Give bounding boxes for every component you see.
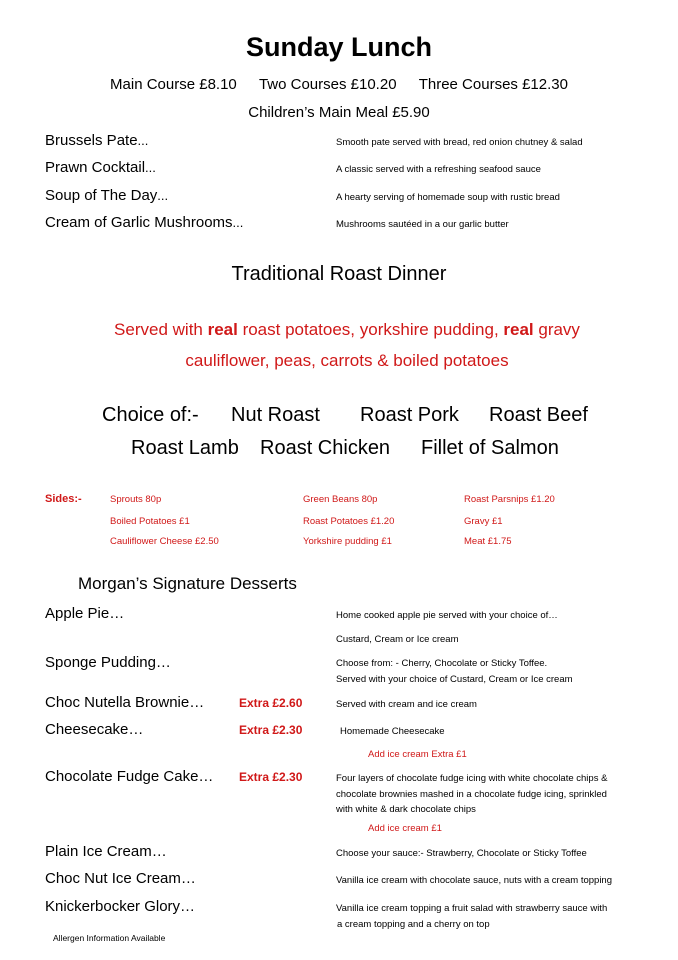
desserts-heading: Morgan’s Signature Desserts — [78, 574, 297, 593]
dessert-item: Apple Pie… — [45, 605, 125, 622]
dessert-desc: with white & dark chocolate chips — [336, 804, 476, 815]
side-item: Yorkshire pudding £1 — [303, 536, 392, 547]
side-item: Roast Parsnips £1.20 — [464, 494, 555, 505]
starter-item: Cream of Garlic Mushrooms... — [45, 214, 244, 231]
dessert-extra-price: Extra £2.30 — [239, 723, 303, 737]
starter-item: Soup of The Day... — [45, 187, 169, 204]
dessert-desc: Home cooked apple pie served with your choice of… — [336, 610, 558, 621]
roast-served-line-2: cauliflower, peas, carrots & boiled potatoes — [185, 351, 509, 370]
dessert-desc: Choose your sauce:- Strawberry, Chocolate or Sticky Toffee — [336, 848, 587, 859]
dessert-item: Plain Ice Cream… — [45, 843, 167, 860]
dessert-addon: Add ice cream Extra £1 — [368, 749, 467, 760]
dessert-item: Cheesecake… — [45, 721, 144, 738]
dessert-item: Choc Nutella Brownie… — [45, 694, 205, 711]
price-children: Children’s Main Meal £5.90 — [248, 104, 430, 121]
dessert-desc: Served with cream and ice cream — [336, 699, 477, 710]
dessert-desc: Vanilla ice cream with chocolate sauce, nuts with a cream topping — [336, 875, 612, 886]
dessert-item: Sponge Pudding… — [45, 654, 171, 671]
choice-nut-roast: Nut Roast — [231, 404, 320, 426]
starter-item: Brussels Pate... — [45, 132, 149, 149]
side-item: Gravy £1 — [464, 516, 503, 527]
starter-desc: Mushrooms sautéed in a our garlic butter — [336, 219, 509, 230]
starter-desc: A hearty serving of homemade soup with rustic bread — [336, 192, 560, 203]
sides-label: Sides:- — [45, 493, 82, 505]
dessert-addon: Add ice cream £1 — [368, 823, 442, 834]
dessert-desc: chocolate brownies mashed in a chocolate fudge icing, sprinkled — [336, 789, 607, 800]
side-item: Roast Potatoes £1.20 — [303, 516, 395, 527]
side-item: Cauliflower Cheese £2.50 — [110, 536, 219, 547]
side-item: Meat £1.75 — [464, 536, 512, 547]
choice-roast-chicken: Roast Chicken — [260, 437, 391, 459]
page-title: Sunday Lunch — [245, 32, 432, 62]
starter-item: Prawn Cocktail... — [45, 159, 156, 176]
dessert-item: Chocolate Fudge Cake… — [45, 768, 214, 785]
allergen-footer: Allergen Information Available — [53, 933, 166, 943]
dessert-extra-price: Extra £2.30 — [239, 770, 303, 784]
choice-label: Choice of:- — [102, 404, 199, 426]
roast-heading: Traditional Roast Dinner — [231, 263, 447, 285]
starter-desc: Smooth pate served with bread, red onion chutney & salad — [336, 137, 583, 148]
dessert-desc: Homemade Cheesecake — [340, 726, 445, 737]
price-three-courses: Three Courses £12.30 — [418, 76, 568, 93]
choice-roast-pork: Roast Pork — [360, 404, 459, 426]
dessert-item: Choc Nut Ice Cream… — [45, 870, 196, 887]
dessert-desc: Four layers of chocolate fudge icing with white chocolate chips & — [336, 773, 608, 784]
dessert-desc: Served with your choice of Custard, Cream or Ice cream — [336, 674, 573, 685]
price-main-course: Main Course £8.10 — [110, 76, 237, 93]
roast-served-line-1: Served with real roast potatoes, yorkshire pudding, real gravy — [114, 320, 580, 339]
side-item: Boiled Potatoes £1 — [110, 516, 190, 527]
dessert-desc: Choose from: - Cherry, Chocolate or Sticky Toffee. — [336, 658, 548, 669]
price-two-courses: Two Courses £10.20 — [258, 76, 397, 93]
side-item: Sprouts 80p — [110, 494, 162, 505]
dessert-desc: Vanilla ice cream topping a fruit salad with strawberry sauce with — [336, 903, 608, 914]
dessert-extra-price: Extra £2.60 — [239, 696, 303, 710]
choice-roast-beef: Roast Beef — [489, 404, 588, 426]
dessert-item: Knickerbocker Glory… — [45, 898, 196, 915]
choice-roast-lamb: Roast Lamb — [131, 437, 239, 459]
dessert-desc: Custard, Cream or Ice cream — [336, 634, 459, 645]
dessert-desc: a cream topping and a cherry on top — [337, 919, 490, 930]
choice-fillet-of-salmon: Fillet of Salmon — [421, 437, 559, 459]
price-line — [0, 76, 678, 93]
starter-desc: A classic served with a refreshing seafood sauce — [336, 164, 541, 175]
side-item: Green Beans 80p — [303, 494, 378, 505]
